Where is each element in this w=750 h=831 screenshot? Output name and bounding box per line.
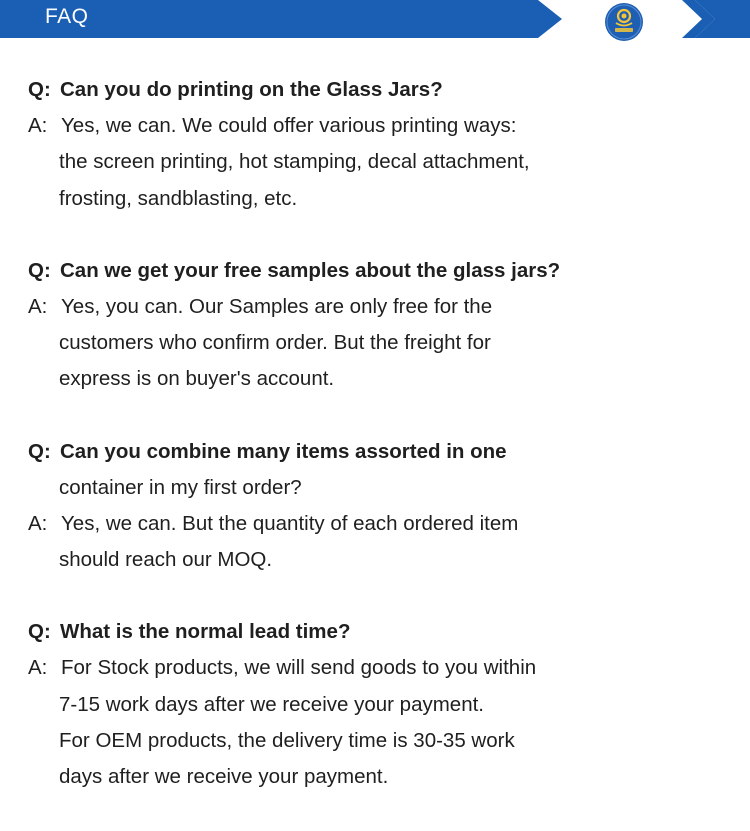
question-text: What is the normal lead time? bbox=[60, 620, 351, 644]
answer-continuation: days after we receive your payment. bbox=[59, 765, 389, 788]
faq-header bbox=[0, 0, 750, 38]
question-text: Can you combine many items assorted in one bbox=[60, 439, 507, 463]
answer-continuation: 7-15 work days after we receive your payment. bbox=[59, 692, 484, 716]
faq-answer bbox=[28, 289, 728, 325]
faq-item bbox=[28, 434, 728, 579]
answer-prefix: A: bbox=[28, 294, 48, 318]
question-prefix: Q: bbox=[28, 439, 51, 463]
faq-answer bbox=[28, 650, 728, 686]
faq-answer bbox=[28, 108, 728, 144]
question-prefix: Q: bbox=[28, 620, 51, 644]
question-text: Can we get your free samples about the glass jars? bbox=[60, 258, 561, 282]
faq-question bbox=[28, 72, 728, 108]
faq-answer bbox=[28, 506, 728, 542]
answer-continuation: the screen printing, hot stamping, decal attachment, bbox=[59, 150, 530, 174]
answer-prefix: A: bbox=[28, 511, 48, 535]
answer-continuation: For OEM products, the delivery time is 30-35 work bbox=[59, 728, 515, 752]
answer-text: Yes, we can. We could offer various printing ways: bbox=[61, 114, 517, 138]
faq-list bbox=[28, 72, 728, 831]
faq-item bbox=[28, 253, 728, 398]
answer-prefix: A: bbox=[28, 114, 48, 138]
question-prefix: Q: bbox=[28, 78, 51, 101]
chevron-right-icon bbox=[682, 0, 750, 38]
answer-continuation: frosting, sandblasting, etc. bbox=[59, 186, 298, 210]
question-prefix: Q: bbox=[28, 258, 51, 282]
answer-prefix: A: bbox=[28, 656, 48, 680]
faq-question bbox=[28, 434, 728, 470]
answer-continuation: should reach our MOQ. bbox=[59, 548, 273, 572]
faq-question bbox=[28, 253, 728, 289]
question-text: Can you do printing on the Glass Jars? bbox=[60, 78, 443, 101]
faq-item bbox=[28, 614, 728, 795]
page-title: FAQ bbox=[45, 5, 89, 28]
brand-logo-icon bbox=[604, 2, 644, 42]
answer-text: Yes, you can. Our Samples are only free for the bbox=[61, 294, 493, 318]
faq-question bbox=[28, 614, 728, 650]
answer-text: Yes, we can. But the quantity of each ordered item bbox=[61, 511, 519, 535]
question-continuation: container in my first order? bbox=[59, 475, 302, 499]
answer-text: For Stock products, we will send goods to you within bbox=[61, 656, 537, 680]
answer-continuation: customers who confirm order. But the freight for bbox=[59, 331, 491, 355]
answer-continuation: express is on buyer's account. bbox=[59, 367, 335, 391]
faq-item bbox=[28, 72, 728, 217]
